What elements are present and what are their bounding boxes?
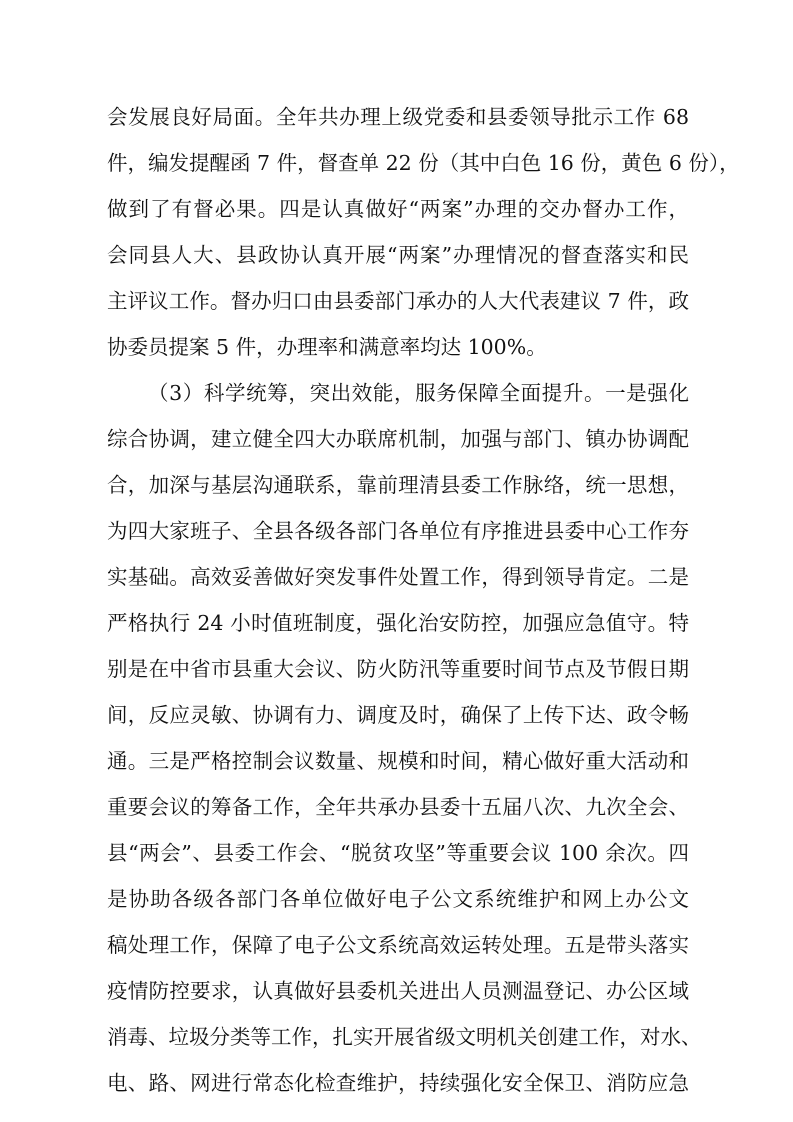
text-line: 合，加深与基层沟通联系，靠前理清县委工作脉络，统一思想，: [107, 473, 689, 497]
body-text: [107, 94, 740, 1106]
text-line: 电、路、网进行常态化检查维护，持续强化安全保卫、消防应急: [107, 1071, 689, 1095]
section-heading-line: （3）科学统筹，突出效能，服务保障全面提升。一是强化: [148, 381, 689, 405]
text-line: 主评议工作。督办归口由县委部门承办的人大代表建议 7 件，政: [107, 289, 689, 313]
text-line: 稿处理工作，保障了电子公文系统高效运转处理。五是带头落实: [107, 933, 689, 957]
text-line: 通。三是严格控制会议数量、规模和时间，精心做好重大活动和: [107, 749, 689, 773]
text-line: 间，反应灵敏、协调有力、调度及时，确保了上传下达、政令畅: [107, 703, 689, 727]
text-line: 重要会议的筹备工作，全年共承办县委十五届八次、九次全会、: [107, 795, 689, 819]
text-line: 是协助各级各部门各单位做好电子公文系统维护和网上办公文: [107, 887, 689, 911]
text-line: 别是在中省市县重大会议、防火防汛等重要时间节点及节假日期: [107, 657, 689, 681]
text-line: 件，编发提醒函 7 件，督查单 22 份（其中白色 16 份，黄色 6 份），: [107, 151, 740, 175]
text-line: 消毒、垃圾分类等工作，扎实开展省级文明机关创建工作，对水、: [107, 1025, 702, 1049]
text-line: 疫情防控要求，认真做好县委机关进出人员测温登记、办公区域: [107, 979, 689, 1003]
text-line: 会发展良好局面。全年共办理上级党委和县委领导批示工作 68: [107, 105, 689, 129]
text-line: 为四大家班子、全县各级各部门各单位有序推进县委中心工作夯: [107, 519, 689, 543]
text-line: 协委员提案 5 件，办理率和满意率均达 100%。: [107, 335, 547, 359]
text-line: 综合协调，建立健全四大办联席机制，加强与部门、镇办协调配: [107, 427, 689, 451]
text-line: 实基础。高效妥善做好突发事件处置工作，得到领导肯定。二是: [107, 565, 689, 589]
text-line: 做到了有督必果。四是认真做好“两案”办理的交办督办工作，: [107, 197, 689, 221]
text-line: 县“两会”、县委工作会、“脱贫攻坚”等重要会议 100 余次。四: [107, 841, 689, 865]
text-line: 严格执行 24 小时值班制度，强化治安防控，加强应急值守。特: [107, 611, 689, 635]
text-line: 会同县人大、县政协认真开展“两案”办理情况的督查落实和民: [107, 243, 689, 267]
